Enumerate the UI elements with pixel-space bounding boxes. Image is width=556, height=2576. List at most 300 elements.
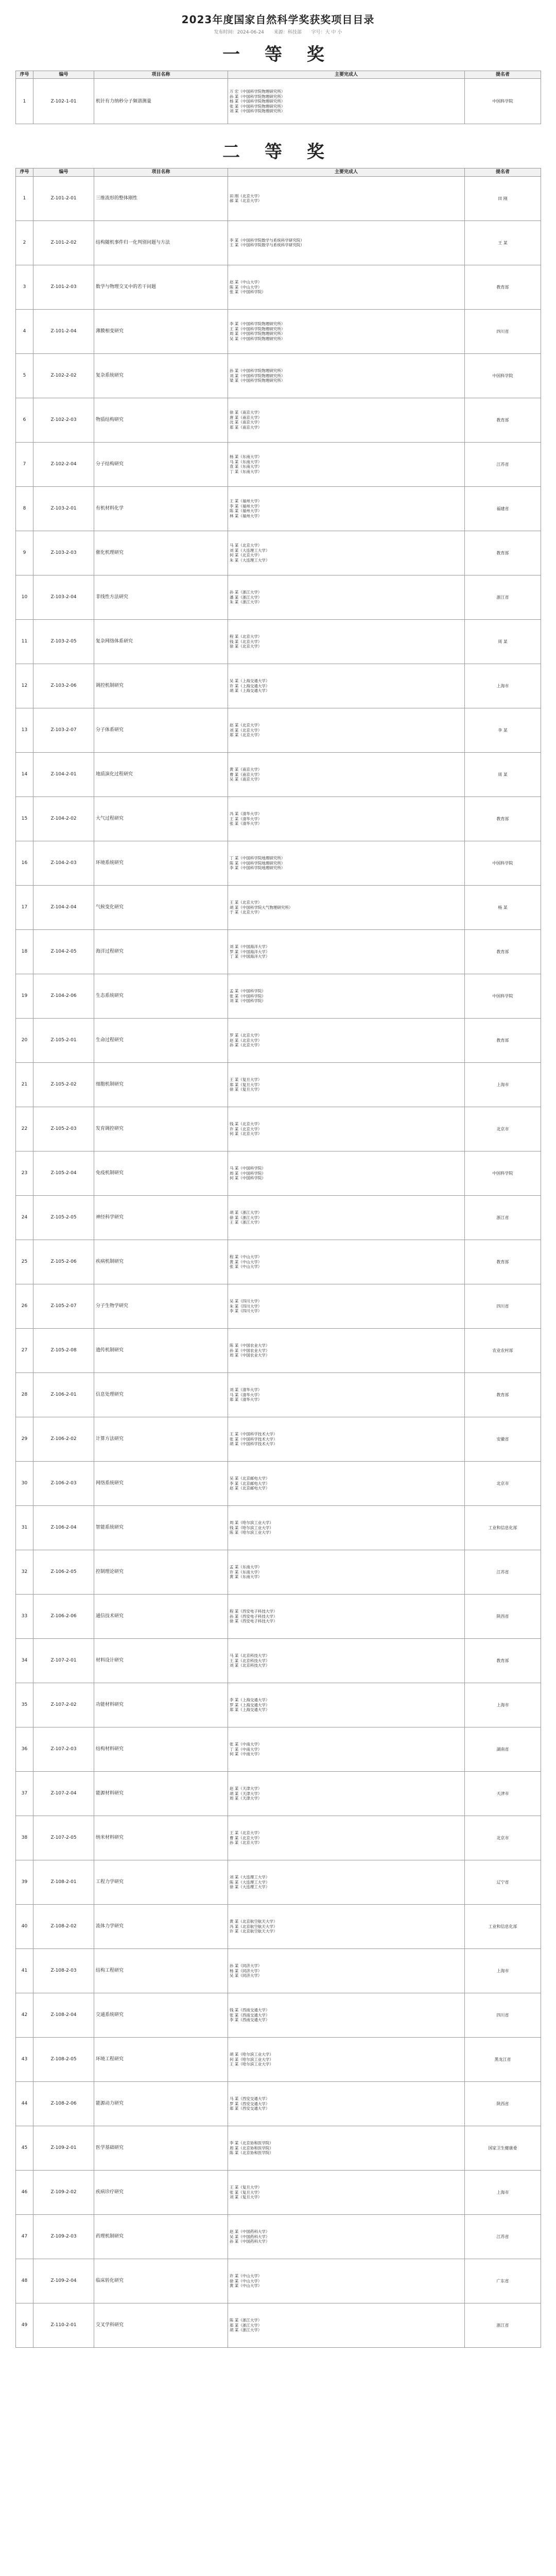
document-meta xyxy=(15,28,541,35)
row-code: Z-102-2-03 xyxy=(33,398,94,442)
row-unit: 四川省 xyxy=(465,309,541,353)
row-code: Z-106-2-03 xyxy=(33,1461,94,1505)
row-people: 陈 某（中国农业大学） 孙 某（中国农业大学） 周 某（中国农业大学） xyxy=(228,1328,465,1372)
row-seq: 37 xyxy=(16,1771,33,1816)
table-row xyxy=(16,309,541,353)
page-title: 2023年度国家自然科学奖获奖项目目录 xyxy=(181,13,375,26)
row-seq: 43 xyxy=(16,2037,33,2081)
table-row xyxy=(16,1195,541,1240)
table-row xyxy=(16,398,541,442)
row-code: Z-101-2-02 xyxy=(33,221,94,265)
row-seq: 1 xyxy=(16,176,33,221)
row-name: 分子体系研究 xyxy=(94,708,228,752)
row-people: 赵 某（北京大学） 刘 某（北京大学） 郑 某（北京大学） xyxy=(228,708,465,752)
row-seq: 46 xyxy=(16,2170,33,2214)
second-prize-body xyxy=(16,176,541,2347)
header-seq: 序号 xyxy=(16,71,33,79)
row-code: Z-105-2-05 xyxy=(33,1195,94,1240)
row-code: Z-107-2-01 xyxy=(33,1638,94,1683)
row-seq: 29 xyxy=(16,1417,33,1461)
row-code: Z-101-2-03 xyxy=(33,265,94,309)
table-row xyxy=(16,1328,541,1372)
row-code: Z-105-2-06 xyxy=(33,1240,94,1284)
header-people: 主要完成人 xyxy=(228,168,465,176)
row-people: 田 刚（北京大学） 郝 某（北京大学） xyxy=(228,176,465,221)
row-people: 吴 某（北京邮电大学） 李 某（北京邮电大学） 赵 某（北京邮电大学） xyxy=(228,1461,465,1505)
row-code: Z-104-2-05 xyxy=(33,929,94,974)
row-name: 复杂系统研究 xyxy=(94,353,228,398)
header-people: 主要完成人 xyxy=(228,71,465,79)
row-unit: 中国科学院 xyxy=(465,974,541,1018)
row-unit: 浙江省 xyxy=(465,575,541,619)
row-name: 控制理论研究 xyxy=(94,1550,228,1594)
row-people: 马 某（北京大学） 刘 某（大连理工大学） 何 某（北京大学） 朱 某（大连理工大学） xyxy=(228,531,465,575)
header-code: 编号 xyxy=(33,168,94,176)
row-code: Z-106-2-02 xyxy=(33,1417,94,1461)
row-unit: 上海市 xyxy=(465,1062,541,1107)
row-people: 王 某（福州大学） 李 某（福州大学） 陈 某（福州大学） 林 某（福州大学） xyxy=(228,486,465,531)
meta-item: 来源：科技部 xyxy=(273,30,302,35)
row-people: 许 某（中山大学） 徐 某（中山大学） 黄 某（中山大学） xyxy=(228,2259,465,2303)
table-row xyxy=(16,1505,541,1550)
table-row xyxy=(16,1151,541,1195)
row-name: 功能材料研究 xyxy=(94,1683,228,1727)
row-unit: 四川省 xyxy=(465,1993,541,2037)
meta-item: 发布时间：2024-06-24 xyxy=(214,30,264,35)
first-prize-title: 一 等 奖 xyxy=(222,44,334,65)
row-seq: 40 xyxy=(16,1904,33,1948)
row-people: 胡 某（浙江大学） 徐 某（浙江大学） 王 某（浙江大学） xyxy=(228,1195,465,1240)
row-name: 生态系统研究 xyxy=(94,974,228,1018)
row-people: 罗 某（北京大学） 赵 某（北京大学） 孙 某（北京大学） xyxy=(228,1018,465,1062)
row-people: 刘 某（中国海洋大学） 罗 某（中国海洋大学） 丁 某（中国海洋大学） xyxy=(228,929,465,974)
row-name: 通信技术研究 xyxy=(94,1594,228,1638)
header-unit: 提名者 xyxy=(465,71,541,79)
table-row xyxy=(16,1550,541,1594)
row-people: 程 某（中山大学） 黄 某（中山大学） 张 某（中山大学） xyxy=(228,1240,465,1284)
row-name: 薄膜相变研究 xyxy=(94,309,228,353)
row-unit: 国家卫生健康委 xyxy=(465,2126,541,2170)
row-name: 能源动力研究 xyxy=(94,2081,228,2126)
table-row xyxy=(16,265,541,309)
row-unit: 陕西省 xyxy=(465,1594,541,1638)
row-code: Z-102-2-02 xyxy=(33,353,94,398)
table-row xyxy=(16,1948,541,1993)
row-unit: 江苏省 xyxy=(465,442,541,486)
row-unit: 福建省 xyxy=(465,486,541,531)
row-unit: 教育部 xyxy=(465,1638,541,1683)
row-code: Z-105-2-07 xyxy=(33,1284,94,1328)
row-unit: 教育部 xyxy=(465,1372,541,1417)
row-code: Z-105-2-01 xyxy=(33,1018,94,1062)
row-seq: 35 xyxy=(16,1683,33,1727)
row-unit: 湖南省 xyxy=(465,1727,541,1771)
row-code: Z-108-2-04 xyxy=(33,1993,94,2037)
row-code: Z-110-2-01 xyxy=(33,2303,94,2347)
first-prize-body xyxy=(16,79,541,124)
table-row xyxy=(16,929,541,974)
row-people: 马 某（中国科学院） 周 某（中国科学院） 何 某（中国科学院） xyxy=(228,1151,465,1195)
row-seq: 9 xyxy=(16,531,33,575)
row-name: 纳米材料研究 xyxy=(94,1816,228,1860)
row-seq: 13 xyxy=(16,708,33,752)
row-unit: 教育部 xyxy=(465,929,541,974)
row-name: 医学基础研究 xyxy=(94,2126,228,2170)
row-code: Z-103-2-04 xyxy=(33,575,94,619)
row-unit: 田 刚 xyxy=(465,176,541,221)
row-unit: 上海市 xyxy=(465,1948,541,1993)
row-seq: 28 xyxy=(16,1372,33,1417)
table-row xyxy=(16,1727,541,1771)
table-row xyxy=(16,1284,541,1328)
row-people: 刘 某（清华大学） 马 某（清华大学） 郑 某（清华大学） xyxy=(228,1372,465,1417)
row-unit: 教育部 xyxy=(465,531,541,575)
row-unit: 四川省 xyxy=(465,1284,541,1328)
row-name: 能源材料研究 xyxy=(94,1771,228,1816)
row-people: 王 某（复旦大学） 张 某（复旦大学） 刘 某（复旦大学） xyxy=(228,2170,465,2214)
row-people: 李 某（上海交通大学） 罗 某（上海交通大学） 郑 某（上海交通大学） xyxy=(228,1683,465,1727)
table-row xyxy=(16,2126,541,2170)
row-code: Z-106-2-05 xyxy=(33,1550,94,1594)
row-seq: 16 xyxy=(16,841,33,885)
table-row xyxy=(16,841,541,885)
row-name: 分子结构研究 xyxy=(94,442,228,486)
row-people: 吴 某（四川大学） 朱 某（四川大学） 李 某（四川大学） xyxy=(228,1284,465,1328)
table-row xyxy=(16,1904,541,1948)
table-row xyxy=(16,1240,541,1284)
row-people: 钱 某（北京大学） 许 某（北京大学） 何 某（北京大学） xyxy=(228,1107,465,1151)
row-people: 程 某（北京大学） 钱 某（北京大学） 徐 某（北京大学） xyxy=(228,619,465,664)
table-header-row xyxy=(16,71,541,79)
row-name: 疾病诊疗研究 xyxy=(94,2170,228,2214)
table-row xyxy=(16,1417,541,1461)
row-unit: 中国科学院 xyxy=(465,1151,541,1195)
row-code: Z-108-2-02 xyxy=(33,1904,94,1948)
table-row xyxy=(16,1062,541,1107)
row-unit: 教育部 xyxy=(465,1240,541,1284)
row-unit: 教育部 xyxy=(465,265,541,309)
row-name: 药理机制研究 xyxy=(94,2214,228,2259)
row-seq: 2 xyxy=(16,221,33,265)
row-unit: 浙江省 xyxy=(465,2303,541,2347)
row-people: 赵 某（天津大学） 胡 某（天津大学） 周 某（天津大学） xyxy=(228,1771,465,1816)
row-seq: 48 xyxy=(16,2259,33,2303)
header-code: 编号 xyxy=(33,71,94,79)
row-unit: 上海市 xyxy=(465,664,541,708)
row-name: 机针有力纳秒分子频谱测量 xyxy=(94,79,228,124)
row-code: Z-107-2-03 xyxy=(33,1727,94,1771)
row-unit: 杨 某 xyxy=(465,885,541,929)
row-unit: 陕西省 xyxy=(465,2081,541,2126)
row-seq: 31 xyxy=(16,1505,33,1550)
row-people: 王 某（北京大学） 胡 某（中国科学院大气物理研究所） 于 某（北京大学） xyxy=(228,885,465,929)
row-unit: 浙江省 xyxy=(465,1195,541,1240)
table-row xyxy=(16,1107,541,1151)
row-name: 环境工程研究 xyxy=(94,2037,228,2081)
row-people: 王 某（复旦大学） 郑 某（复旦大学） 徐 某（复旦大学） xyxy=(228,1062,465,1107)
row-unit: 工业和信息化部 xyxy=(465,1904,541,1948)
row-name: 计算方法研究 xyxy=(94,1417,228,1461)
row-code: Z-102-1-01 xyxy=(33,79,94,124)
row-people: 李 某（北京协和医学院） 周 某（北京协和医学院） 陈 某（北京协和医学院） xyxy=(228,2126,465,2170)
row-name: 材料设计研究 xyxy=(94,1638,228,1683)
row-seq: 1 xyxy=(16,79,33,124)
row-name: 疾病机制研究 xyxy=(94,1240,228,1284)
row-name: 有机材料化学 xyxy=(94,486,228,531)
table-row xyxy=(16,176,541,221)
row-name: 网络系统研究 xyxy=(94,1461,228,1505)
second-prize-title: 二 等 奖 xyxy=(222,142,334,163)
row-people: 黄 某（北京航空航天大学） 冯 某（北京航空航天大学） 许 某（北京航空航天大学） xyxy=(228,1904,465,1948)
row-name: 复杂网络体系研究 xyxy=(94,619,228,664)
row-seq: 39 xyxy=(16,1860,33,1904)
row-name: 海洋过程研究 xyxy=(94,929,228,974)
table-row xyxy=(16,2303,541,2347)
row-code: Z-109-2-02 xyxy=(33,2170,94,2214)
row-code: Z-107-2-04 xyxy=(33,1771,94,1816)
row-seq: 47 xyxy=(16,2214,33,2259)
table-row xyxy=(16,1018,541,1062)
row-seq: 42 xyxy=(16,1993,33,2037)
row-code: Z-108-2-06 xyxy=(33,2081,94,2126)
row-seq: 32 xyxy=(16,1550,33,1594)
row-name: 调控机制研究 xyxy=(94,664,228,708)
row-name: 催化机理研究 xyxy=(94,531,228,575)
row-code: Z-103-2-05 xyxy=(33,619,94,664)
row-people: 王 某（中国科学技术大学） 张 某（中国科学技术大学） 胡 某（中国科学技术大学） xyxy=(228,1417,465,1461)
row-name: 细胞机制研究 xyxy=(94,1062,228,1107)
row-people: 马 某（西安交通大学） 罗 某（西安交通大学） 郑 某（西安交通大学） xyxy=(228,2081,465,2126)
row-name: 物质结构研究 xyxy=(94,398,228,442)
table-row xyxy=(16,1993,541,2037)
row-people: 赵 某（中国药科大学） 吴 某（中国药科大学） 孙 某（中国药科大学） xyxy=(228,2214,465,2259)
row-people: 孙 某（同济大学） 杨 某（同济大学） 吴 某（同济大学） xyxy=(228,1948,465,1993)
row-code: Z-103-2-06 xyxy=(33,664,94,708)
row-code: Z-104-2-03 xyxy=(33,841,94,885)
table-row xyxy=(16,1638,541,1683)
row-unit: 安徽省 xyxy=(465,1417,541,1461)
row-people: 胡 某（哈尔滨工业大学） 何 某（哈尔滨工业大学） 王 某（哈尔滨工业大学） xyxy=(228,2037,465,2081)
row-name: 智能系统研究 xyxy=(94,1505,228,1550)
row-people: 孟 某（东南大学） 许 某（东南大学） 黄 某（东南大学） xyxy=(228,1550,465,1594)
row-unit: 教育部 xyxy=(465,398,541,442)
row-seq: 33 xyxy=(16,1594,33,1638)
row-seq: 17 xyxy=(16,885,33,929)
table-row xyxy=(16,2081,541,2126)
row-code: Z-103-2-07 xyxy=(33,708,94,752)
row-seq: 5 xyxy=(16,353,33,398)
row-seq: 25 xyxy=(16,1240,33,1284)
row-people: 陈 某（浙江大学） 郑 某（浙江大学） 胡 某（浙江大学） xyxy=(228,2303,465,2347)
row-code: Z-101-2-04 xyxy=(33,309,94,353)
row-code: Z-109-2-04 xyxy=(33,2259,94,2303)
row-unit: 王 某 xyxy=(465,221,541,265)
row-seq: 38 xyxy=(16,1816,33,1860)
row-name: 数学与物理交叉中的若干问题 xyxy=(94,265,228,309)
row-seq: 12 xyxy=(16,664,33,708)
row-code: Z-106-2-01 xyxy=(33,1372,94,1417)
meta-item: 字号：大 中 小 xyxy=(311,30,342,35)
row-code: Z-108-2-03 xyxy=(33,1948,94,1993)
row-name: 结构随机事件归一化判别问题与方法 xyxy=(94,221,228,265)
row-people: 徐 某（南京大学） 唐 某（南京大学） 沈 某（南京大学） 郑 某（南京大学） xyxy=(228,398,465,442)
row-unit: 北京市 xyxy=(465,1816,541,1860)
row-people: 李 某（中国科学院数学与系统科学研究院） 王 某（中国科学院数学与系统科学研究院） xyxy=(228,221,465,265)
table-row xyxy=(16,353,541,398)
table-row xyxy=(16,486,541,531)
row-code: Z-105-2-04 xyxy=(33,1151,94,1195)
table-row xyxy=(16,442,541,486)
table-row xyxy=(16,575,541,619)
row-unit: 江苏省 xyxy=(465,2214,541,2259)
row-name: 结构材料研究 xyxy=(94,1727,228,1771)
table-row xyxy=(16,2259,541,2303)
row-seq: 11 xyxy=(16,619,33,664)
table-row xyxy=(16,1461,541,1505)
row-seq: 27 xyxy=(16,1328,33,1372)
row-code: Z-103-2-03 xyxy=(33,531,94,575)
row-seq: 4 xyxy=(16,309,33,353)
row-code: Z-104-2-06 xyxy=(33,974,94,1018)
row-name: 工程力学研究 xyxy=(94,1860,228,1904)
row-name: 结构工程研究 xyxy=(94,1948,228,1993)
row-code: Z-104-2-01 xyxy=(33,752,94,796)
table-row xyxy=(16,1683,541,1727)
row-code: Z-108-2-01 xyxy=(33,1860,94,1904)
table-row xyxy=(16,708,541,752)
table-row xyxy=(16,752,541,796)
row-unit: 北京市 xyxy=(465,1461,541,1505)
row-people: 冯 某（清华大学） 王 某（清华大学） 张 某（清华大学） xyxy=(228,796,465,841)
row-seq: 19 xyxy=(16,974,33,1018)
row-seq: 10 xyxy=(16,575,33,619)
row-people: 孙 某（浙江大学） 潘 某（浙江大学） 朱 某（浙江大学） xyxy=(228,575,465,619)
row-unit: 上海市 xyxy=(465,1683,541,1727)
row-name: 环境系统研究 xyxy=(94,841,228,885)
table-header-row xyxy=(16,168,541,176)
row-seq: 15 xyxy=(16,796,33,841)
row-people: 杨 某（东南大学） 马 某（东南大学） 袁 某（东南大学） 丁 某（东南大学） xyxy=(228,442,465,486)
row-name: 免疫机制研究 xyxy=(94,1151,228,1195)
row-code: Z-104-2-04 xyxy=(33,885,94,929)
row-people: 张 某（中南大学） 丁 某（中南大学） 何 某（中南大学） xyxy=(228,1727,465,1771)
row-seq: 26 xyxy=(16,1284,33,1328)
row-people: 钱 某（西南交通大学） 张 某（西南交通大学） 李 某（西南交通大学） xyxy=(228,1993,465,2037)
row-code: Z-109-2-01 xyxy=(33,2126,94,2170)
row-unit: 教育部 xyxy=(465,796,541,841)
row-seq: 44 xyxy=(16,2081,33,2126)
row-name: 三维流形的整体刚性 xyxy=(94,176,228,221)
row-seq: 14 xyxy=(16,752,33,796)
row-seq: 8 xyxy=(16,486,33,531)
row-name: 流体力学研究 xyxy=(94,1904,228,1948)
row-people: 周 某（哈尔滨工业大学） 钱 某（哈尔滨工业大学） 陈 某（哈尔滨工业大学） xyxy=(228,1505,465,1550)
header-name: 项目名称 xyxy=(94,71,228,79)
row-unit: 中国科学院 xyxy=(465,841,541,885)
row-unit: 工业和信息化部 xyxy=(465,1505,541,1550)
row-people: 刘 某（大连理工大学） 陈 某（大连理工大学） 徐 某（大连理工大学） xyxy=(228,1860,465,1904)
row-people: 丁 某（中国科学院地理研究所） 陈 某（中国科学院地理研究所） 李 某（中国科学院地理研究所） xyxy=(228,841,465,885)
row-unit: 农业农村部 xyxy=(465,1328,541,1372)
row-code: Z-105-2-03 xyxy=(33,1107,94,1151)
row-seq: 45 xyxy=(16,2126,33,2170)
table-row xyxy=(16,2170,541,2214)
header-name: 项目名称 xyxy=(94,168,228,176)
row-unit: 周 某 xyxy=(465,752,541,796)
row-code: Z-102-2-04 xyxy=(33,442,94,486)
row-seq: 36 xyxy=(16,1727,33,1771)
table-row xyxy=(16,79,541,124)
row-people: 李 某（中国科学院物理研究所） 王 某（中国科学院物理研究所） 周 某（中国科学院物理研究所） 吴 某（中国科学院物理研究所） xyxy=(228,309,465,353)
table-row xyxy=(16,1372,541,1417)
row-seq: 22 xyxy=(16,1107,33,1151)
table-row xyxy=(16,221,541,265)
row-seq: 41 xyxy=(16,1948,33,1993)
row-unit: 周 某 xyxy=(465,619,541,664)
row-code: Z-107-2-05 xyxy=(33,1816,94,1860)
row-seq: 21 xyxy=(16,1062,33,1107)
row-people: 程 某（西安电子科技大学） 孙 某（西安电子科技大学） 徐 某（西安电子科技大学） xyxy=(228,1594,465,1638)
row-unit: 北京市 xyxy=(465,1107,541,1151)
table-row xyxy=(16,1771,541,1816)
row-name: 非线性方法研究 xyxy=(94,575,228,619)
row-people: 孙 某（中国科学院物理研究所） 刘 某（中国科学院物理研究所） 梁 某（中国科学院物理研究所） xyxy=(228,353,465,398)
row-code: Z-108-2-05 xyxy=(33,2037,94,2081)
row-seq: 20 xyxy=(16,1018,33,1062)
row-seq: 30 xyxy=(16,1461,33,1505)
row-seq: 7 xyxy=(16,442,33,486)
row-people: 吴 某（上海交通大学） 许 某（上海交通大学） 胡 某（上海交通大学） xyxy=(228,664,465,708)
table-row xyxy=(16,974,541,1018)
second-prize-table xyxy=(15,168,541,2347)
table-row xyxy=(16,885,541,929)
table-row xyxy=(16,619,541,664)
table-row xyxy=(16,664,541,708)
row-unit: 上海市 xyxy=(465,2170,541,2214)
row-seq: 18 xyxy=(16,929,33,974)
row-code: Z-106-2-06 xyxy=(33,1594,94,1638)
table-row xyxy=(16,1594,541,1638)
row-seq: 24 xyxy=(16,1195,33,1240)
row-code: Z-101-2-01 xyxy=(33,176,94,221)
row-people: 孟 某（中国科学院） 张 某（中国科学院） 刘 某（中国科学院） xyxy=(228,974,465,1018)
row-people: 马 某（北京科技大学） 王 某（北京科技大学） 刘 某（北京科技大学） xyxy=(228,1638,465,1683)
row-unit: 黑龙江省 xyxy=(465,2037,541,2081)
row-name: 发育调控研究 xyxy=(94,1107,228,1151)
row-name: 遗传机制研究 xyxy=(94,1328,228,1372)
row-seq: 6 xyxy=(16,398,33,442)
header-seq: 序号 xyxy=(16,168,33,176)
first-prize-table xyxy=(15,71,541,124)
row-people: 王 某（北京大学） 曹 某（北京大学） 孙 某（北京大学） xyxy=(228,1816,465,1860)
row-unit: 中国科学院 xyxy=(465,79,541,124)
row-people: 赵 某（中山大学） 陈 某（中山大学） 张 某（中国科学院） xyxy=(228,265,465,309)
row-unit: 教育部 xyxy=(465,1018,541,1062)
row-name: 交通系统研究 xyxy=(94,1993,228,2037)
row-code: Z-106-2-04 xyxy=(33,1505,94,1550)
row-name: 地质演化过程研究 xyxy=(94,752,228,796)
table-row xyxy=(16,2037,541,2081)
row-people: 万 宏（中国科学院物理研究所） 孙 某（中国科学院物理研究所） 杨 某（中国科学院物理研究所） 张 某（中国科学院物理研究所） 刘 某（中国科学院物理研究所） xyxy=(228,79,465,124)
row-name: 交叉学科研究 xyxy=(94,2303,228,2347)
table-row xyxy=(16,796,541,841)
row-seq: 3 xyxy=(16,265,33,309)
table-row xyxy=(16,1860,541,1904)
table-row xyxy=(16,531,541,575)
row-name: 临床转化研究 xyxy=(94,2259,228,2303)
row-code: Z-109-2-03 xyxy=(33,2214,94,2259)
row-code: Z-105-2-08 xyxy=(33,1328,94,1372)
